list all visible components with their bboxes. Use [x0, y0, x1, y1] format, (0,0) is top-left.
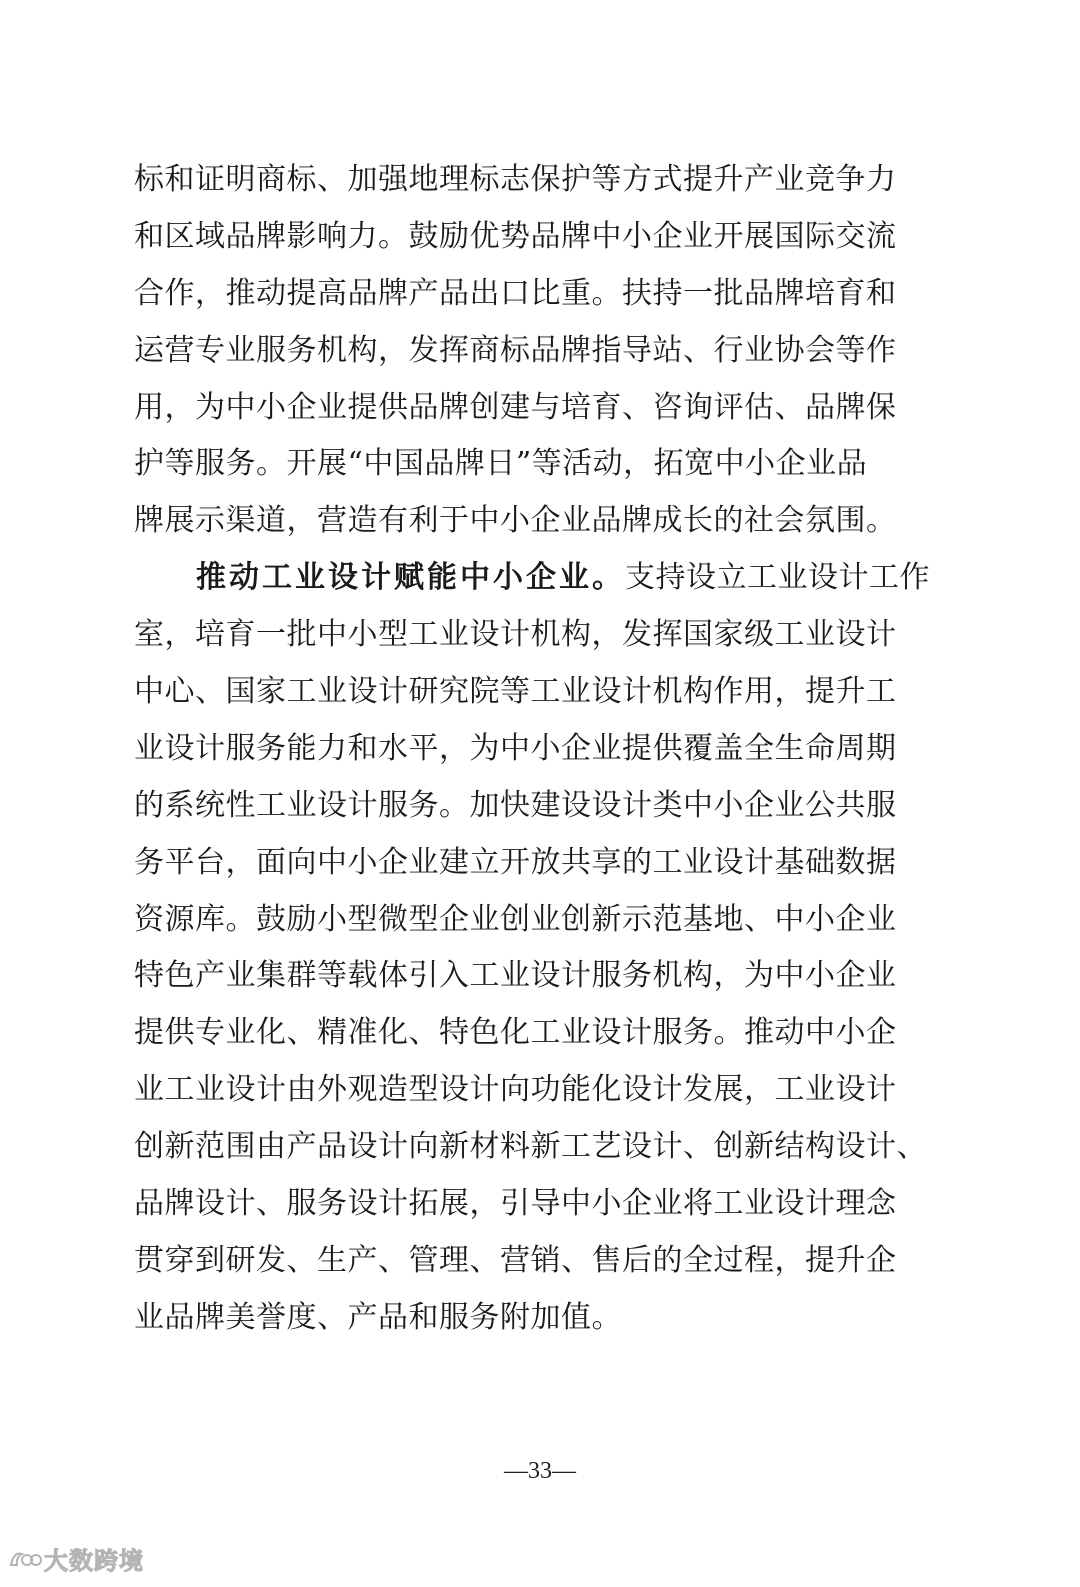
text-line: 贯穿到研发、生产、管理、营销、售后的全过程，提升企 — [134, 1242, 897, 1278]
text-line: 室，培育一批中小型工业设计机构，发挥国家级工业设计 — [134, 617, 897, 653]
paragraph-first-line — [134, 550, 934, 607]
text-line: 品牌设计、服务设计拓展，引导中小企业将工业设计理念 — [134, 1186, 897, 1222]
dashuju-logo-icon — [8, 1545, 42, 1571]
text-line: 中心、国家工业设计研究院等工业设计机构作用，提升工 — [134, 674, 897, 710]
text-line: 业工业设计由外观造型设计向功能化设计发展，工业设计 — [134, 1072, 897, 1108]
text-line: 业设计服务能力和水平，为中小企业提供覆盖全生命周期 — [134, 730, 897, 766]
body-text — [134, 152, 934, 1347]
text-line: 创新范围由产品设计向新材料新工艺设计、创新结构设计、 — [134, 1129, 927, 1165]
text-line: 资源库。鼓励小型微型企业创业创新示范基地、中小企业 — [134, 901, 897, 937]
text-line: 的系统性工业设计服务。加快建设设计类中小企业公共服 — [134, 787, 897, 823]
paragraph-first-line-text: 支持设立工业设计工作 — [625, 560, 930, 596]
text-line: 务平台，面向中小企业建立开放共享的工业设计基础数据 — [134, 844, 897, 880]
page-number: —33— — [504, 1458, 576, 1484]
text-line: 护等服务。开展“中国品牌日”等活动，拓宽中小企业品 — [134, 446, 868, 482]
text-line: 业品牌美誉度、产品和服务附加值。 — [134, 1299, 622, 1335]
watermark — [8, 1538, 144, 1578]
text-line: 运营专业服务机构，发挥商标品牌指导站、行业协会等作 — [134, 332, 897, 368]
text-line: 特色产业集群等载体引入工业设计服务机构，为中小企业 — [134, 958, 897, 994]
paragraph-lead-heading: 推动工业设计赋能中小企业。 — [196, 560, 625, 596]
text-line: 和区域品牌影响力。鼓励优势品牌中小企业开展国际交流 — [134, 218, 897, 254]
text-line: 标和证明商标、加强地理标志保护等方式提升产业竞争力 — [134, 162, 897, 197]
watermark-text: 大数跨境 — [44, 1546, 144, 1575]
text-line: 提供专业化、精准化、特色化工业设计服务。推动中小企 — [134, 1015, 897, 1051]
text-line: 牌展示渠道，营造有利于中小企业品牌成长的社会氛围。 — [134, 503, 897, 539]
paragraph-industrial-design — [134, 550, 934, 1346]
paragraph-brand-building — [134, 152, 934, 550]
text-line: 用，为中小企业提供品牌创建与培育、咨询评估、品牌保 — [134, 389, 897, 425]
text-line: 合作，推动提高品牌产品出口比重。扶持一批品牌培育和 — [134, 275, 897, 311]
